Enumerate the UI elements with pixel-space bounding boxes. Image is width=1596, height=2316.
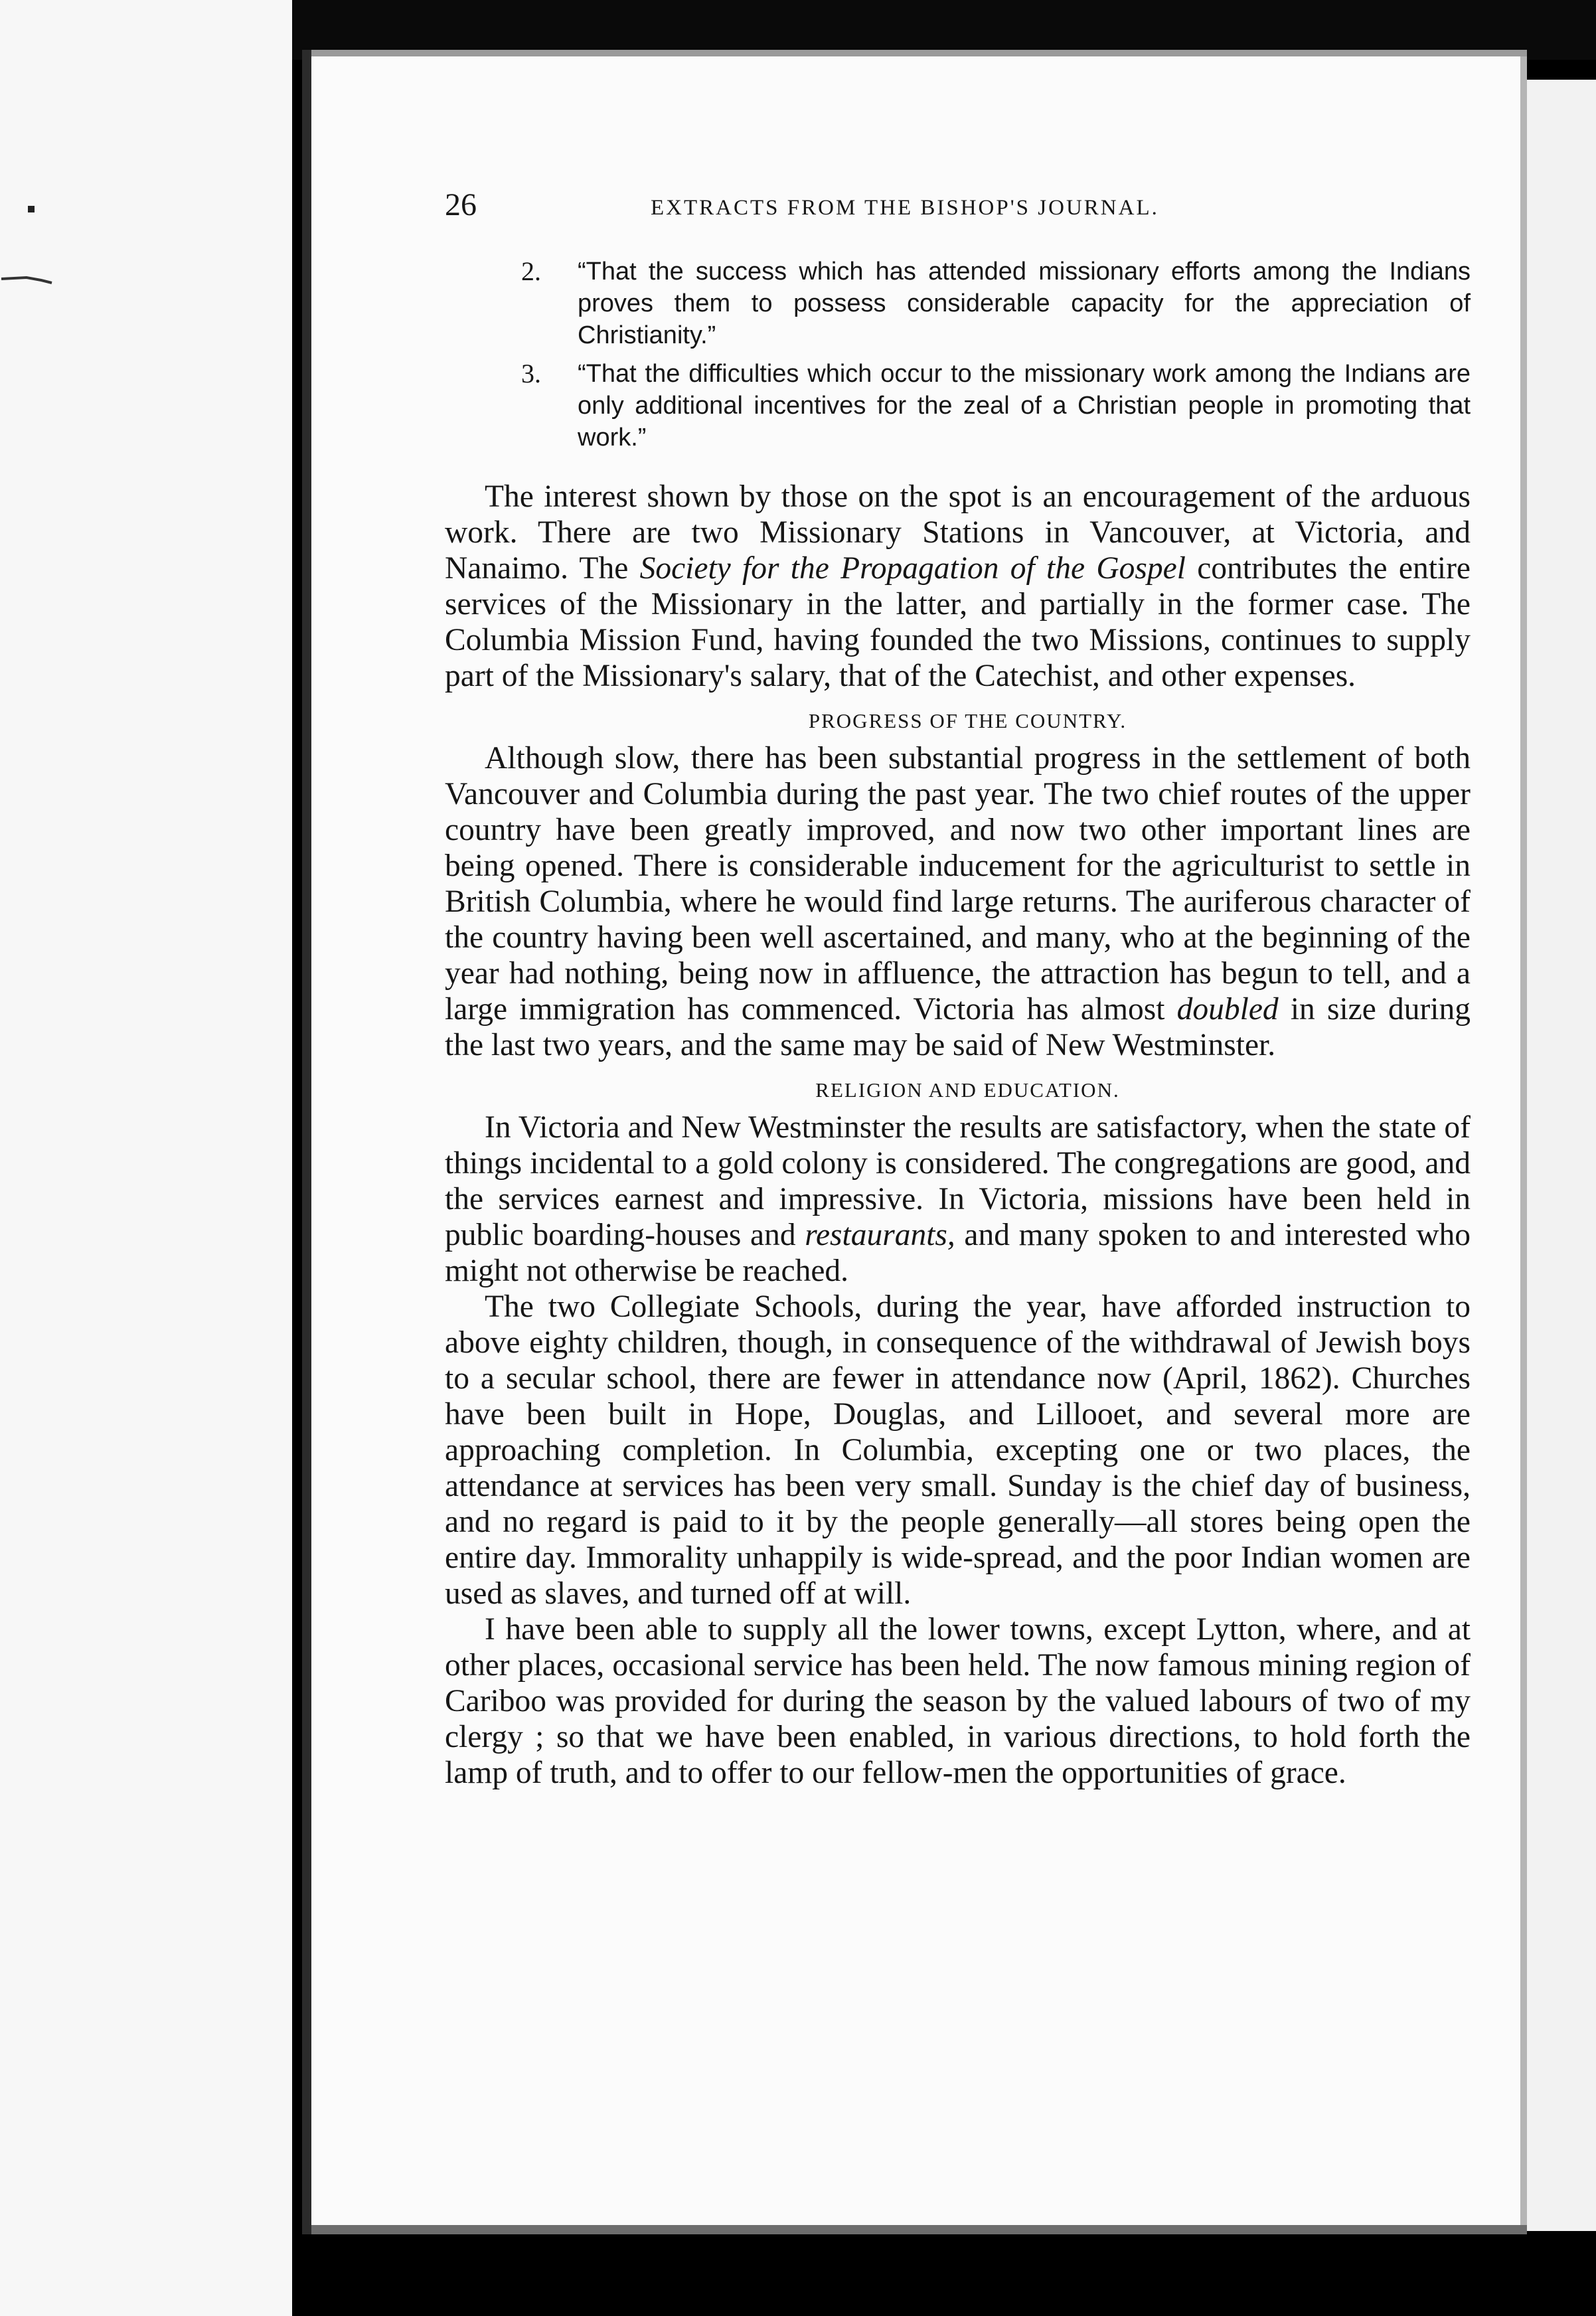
religion-paragraph-1 bbox=[445, 1110, 1471, 1289]
religion-text-b: and many spoken to and interested who might not otherwise be reached. bbox=[445, 1218, 1471, 1288]
resolution-text: “That the success which has attended missionary efforts among the Indians proves them to possess considerable capacity for the appreciation of Christianity.” bbox=[578, 258, 1471, 349]
resolution-text: “That the difficulties which occur to the missionary work among the Indians are only additional incentives for the zeal of a Christian people in promoting that work.” bbox=[578, 360, 1471, 452]
doubled-italic: doubled bbox=[1176, 992, 1279, 1027]
resolutions-list bbox=[445, 256, 1471, 454]
body-text bbox=[445, 479, 1471, 1791]
intro-text-b: contributes the entire services of the Missionary in the latter, and partially in the former case. The Columbia Mission Fund, having founded the two Missions, continues to supply part of the Missionary's salary, that of the Catechist, and other expenses. bbox=[445, 551, 1471, 693]
book-page bbox=[302, 50, 1527, 2234]
religion-paragraph-3: I have been able to supply all the lower towns, except Lytton, where, and at other places, occasional service has been held. The now famous mining region of Cariboo was provided for during the season by the valued labours of two of my clergy ; so that we have been enabled, in various directions, to hold forth the lamp of truth, and to offer to our fellow-men the opportunities of grace. bbox=[445, 1612, 1471, 1790]
scan-next-page-edge bbox=[1527, 80, 1596, 2231]
restaurants-italic: restaurants, bbox=[805, 1218, 955, 1252]
page-number: 26 bbox=[445, 187, 477, 222]
resolution-number: 3. bbox=[521, 359, 541, 388]
section-heading-progress: PROGRESS OF THE COUNTRY. bbox=[808, 709, 1127, 732]
intro-paragraph bbox=[445, 479, 1471, 694]
progress-text-b: in size during the last two years, and the same may be said of New Westminster. bbox=[445, 992, 1471, 1062]
scan-speck bbox=[28, 206, 35, 212]
society-name-italic: Society for the Propagation of the Gospel bbox=[639, 551, 1186, 586]
section-heading-religion: RELIGION AND EDUCATION. bbox=[815, 1078, 1120, 1102]
intro-text-a: The interest shown by those on the spot is an encouragement of the arduous work. There are two Missionary Stations in Vancouver, at Victoria, and Nanaimo. The bbox=[445, 479, 1471, 586]
scan-scratch bbox=[1, 278, 52, 283]
resolution-item bbox=[445, 256, 1471, 351]
running-head-title: EXTRACTS FROM THE BISHOP'S JOURNAL. bbox=[651, 196, 1159, 220]
progress-text-a: Although slow, there has been substantial progress in the settlement of both Vancouver and Columbia during the past year. The two chief routes of the upper country have been greatly improved, and now two other important lines are being opened. There is considerable inducement for the agriculturist to settle in British Columbia, where he would find large returns. The auriferous character of the country having been well ascertained, and many, who at the beginning of the year had nothing, being now in affluence, the attraction has begun to tell, and a large immigration has commenced. Victoria has almost bbox=[445, 741, 1471, 1027]
progress-paragraph bbox=[445, 740, 1471, 1063]
religion-text-a: In Victoria and New Westminster the results are satisfactory, when the state of things incidental to a gold colony is considered. The congregations are good, and the services earnest and impressive. In Victoria, missions have been held in public boarding-houses and bbox=[445, 1110, 1471, 1252]
resolution-number: 2. bbox=[521, 256, 541, 286]
running-head bbox=[445, 189, 1471, 229]
page-content bbox=[445, 189, 1471, 1791]
scan-artifact-marks bbox=[0, 186, 60, 305]
resolution-item bbox=[445, 358, 1471, 454]
religion-paragraph-2: The two Collegiate Schools, during the year, have afforded instruction to above eighty children, though, in consequence of the withdrawal of Jewish boys to a secular school, there are fewer in attendance now (April, 1862). Churches have been built in Hope, Douglas, and Lillooet, and several more are approaching completion. In Columbia, excepting one or two places, the attendance at services has been very small. Sunday is the chief day of business, and no regard is paid to it by the people generally—all stores being open the entire day. Immorality unhappily is wide-spread, and the poor Indian women are used as slaves, and turned off at will. bbox=[445, 1289, 1471, 1611]
scan-left-margin bbox=[0, 0, 292, 2316]
